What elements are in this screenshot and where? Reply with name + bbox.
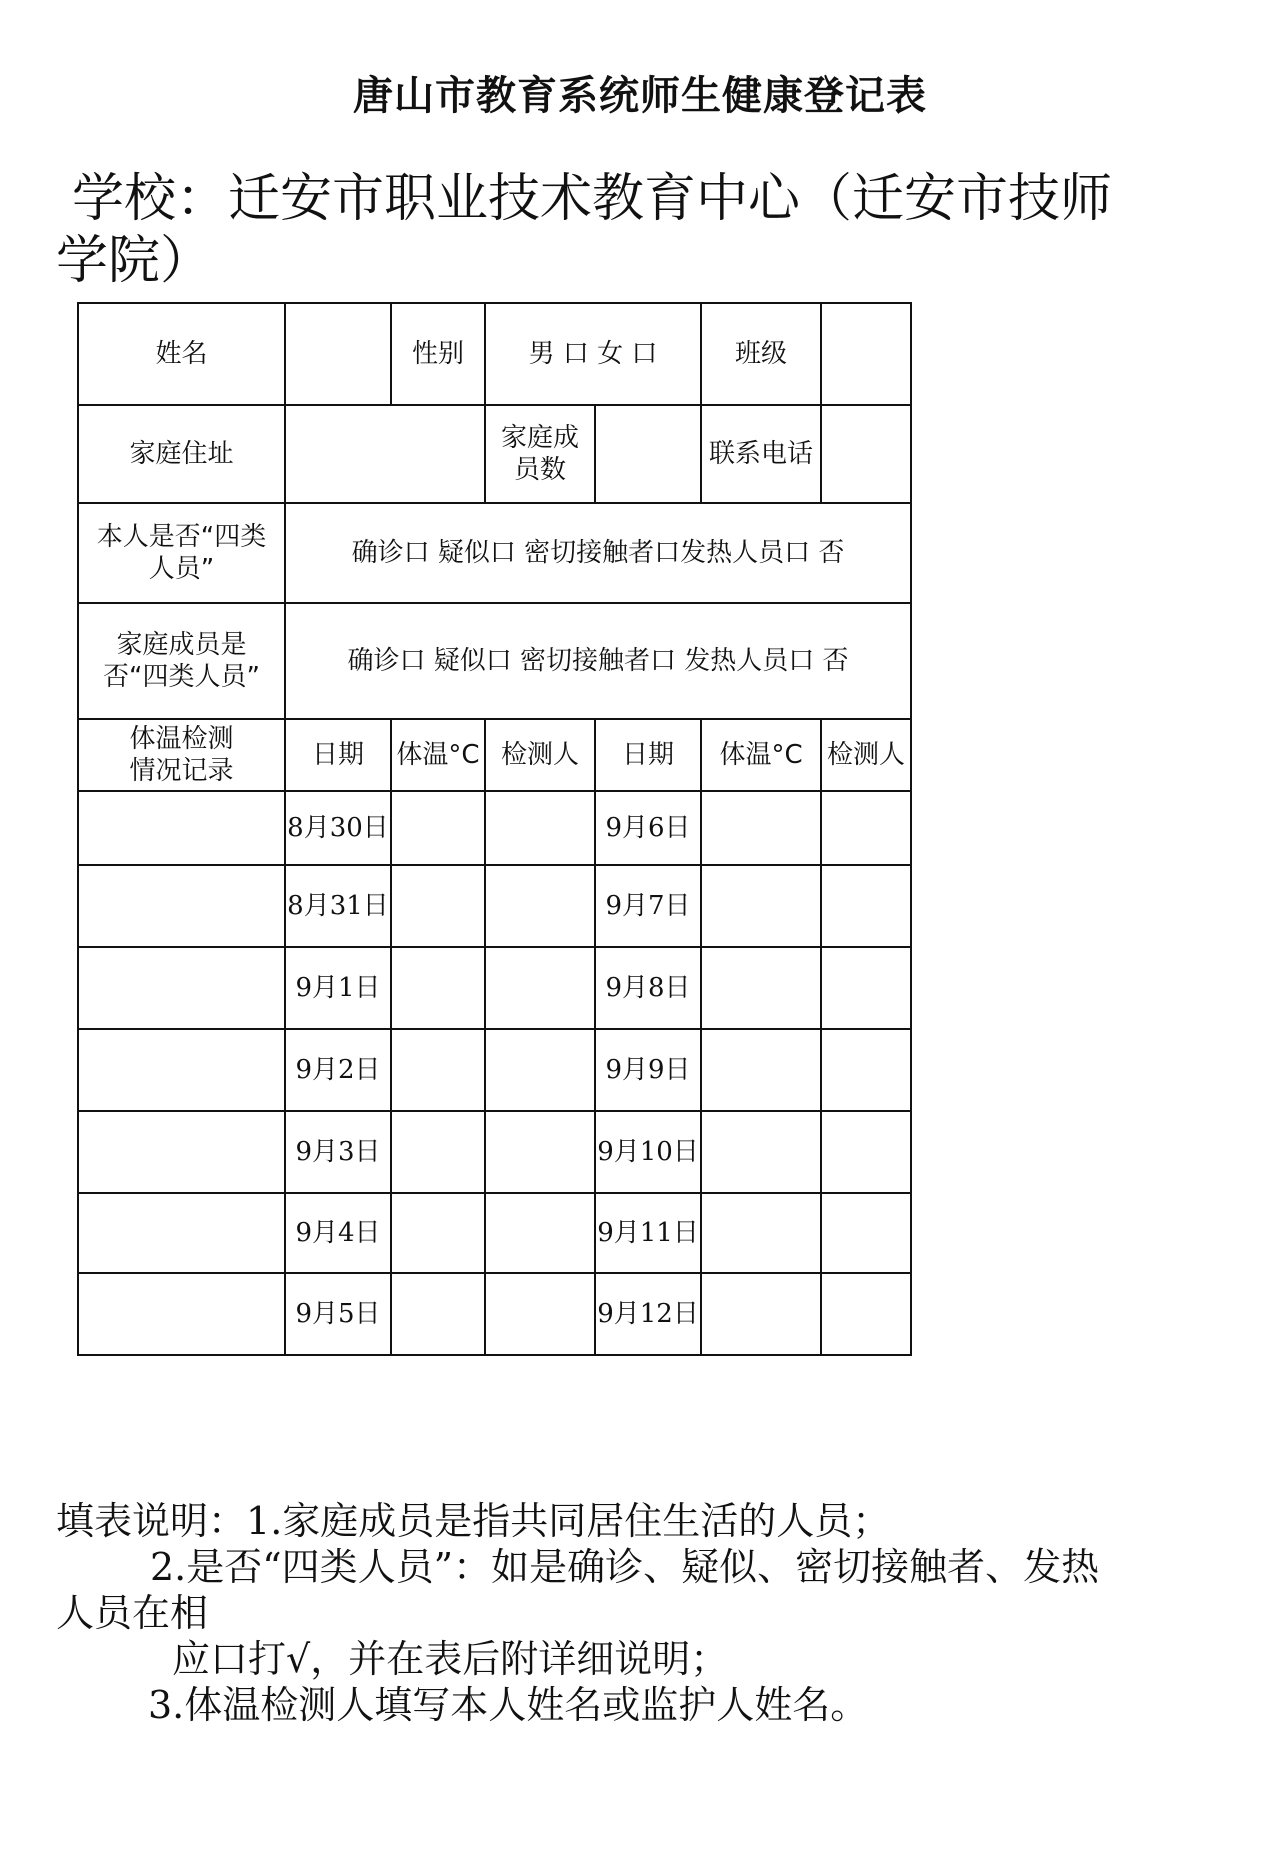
date-right: 9月7日 <box>595 865 701 947</box>
inspector-left[interactable] <box>485 791 595 865</box>
date-right: 9月12日 <box>595 1273 701 1355</box>
date-left: 8月30日 <box>285 791 391 865</box>
phone-field[interactable] <box>821 405 911 503</box>
inspector-left[interactable] <box>485 1111 595 1193</box>
inspector-left[interactable] <box>485 865 595 947</box>
row-blank[interactable] <box>78 865 285 947</box>
inspector-right[interactable] <box>821 1029 911 1111</box>
col-date-right: 日期 <box>595 719 701 791</box>
date-left: 9月1日 <box>285 947 391 1029</box>
date-left: 9月3日 <box>285 1111 391 1193</box>
instruction-line-1 <box>56 1498 1236 1544</box>
temp-right[interactable] <box>701 1029 821 1111</box>
row-blank[interactable] <box>78 1273 285 1355</box>
temp-right[interactable] <box>701 947 821 1029</box>
temp-right[interactable] <box>701 1273 821 1355</box>
date-left: 9月5日 <box>285 1273 391 1355</box>
fill-instructions <box>56 1498 1236 1728</box>
col-temp-left: 体温°C <box>391 719 485 791</box>
inspector-right[interactable] <box>821 791 911 865</box>
temp-left[interactable] <box>391 1193 485 1273</box>
table-row <box>78 791 911 865</box>
table-row <box>78 1193 911 1273</box>
date-right: 9月10日 <box>595 1111 701 1193</box>
health-registration-table <box>77 302 912 1356</box>
form-title: 唐山市教育系统师生健康登记表 <box>353 73 927 119</box>
col-inspector-right: 检测人 <box>821 719 911 791</box>
class-field[interactable] <box>821 303 911 405</box>
temp-header-row <box>78 719 911 791</box>
phone-label: 联系电话 <box>701 405 821 503</box>
temp-right[interactable] <box>701 865 821 947</box>
temp-left[interactable] <box>391 1111 485 1193</box>
personal-info-row <box>78 303 911 405</box>
address-label: 家庭住址 <box>78 405 285 503</box>
family-category-row <box>78 603 911 719</box>
temp-right[interactable] <box>701 791 821 865</box>
school-line-1: 学校：迁安市职业技术教育中心（迁安市技师 <box>72 169 1113 229</box>
table-row <box>78 865 911 947</box>
name-label: 姓名 <box>78 303 285 405</box>
family-category-label: 家庭成员是否“四类人员” <box>78 603 285 719</box>
date-right: 9月11日 <box>595 1193 701 1273</box>
temp-right[interactable] <box>701 1111 821 1193</box>
temp-left[interactable] <box>391 1273 485 1355</box>
inspector-left[interactable] <box>485 947 595 1029</box>
temp-left[interactable] <box>391 791 485 865</box>
row-blank[interactable] <box>78 947 285 1029</box>
temp-record-label: 体温检测情况记录 <box>78 719 285 791</box>
table-row <box>78 1273 911 1355</box>
school-name <box>56 168 1236 292</box>
self-category-row <box>78 503 911 603</box>
family-category-options[interactable]: 确诊口 疑似口 密切接触者口 发热人员口 否 <box>285 603 911 719</box>
temp-left[interactable] <box>391 1029 485 1111</box>
inspector-left[interactable] <box>485 1029 595 1111</box>
col-date-left: 日期 <box>285 719 391 791</box>
family-count-label: 家庭成员数 <box>485 405 595 503</box>
date-left: 8月31日 <box>285 865 391 947</box>
class-label: 班级 <box>701 303 821 405</box>
inspector-left[interactable] <box>485 1273 595 1355</box>
family-count-field[interactable] <box>595 405 701 503</box>
instruction-item-3: 3.体温检测人填写本人姓名或监护人姓名。 <box>148 1683 869 1727</box>
instruction-item-2-cont: 人员在相 <box>56 1591 209 1635</box>
address-field[interactable] <box>285 405 485 503</box>
inspector-left[interactable] <box>485 1193 595 1273</box>
temp-left[interactable] <box>391 865 485 947</box>
date-right: 9月9日 <box>595 1029 701 1111</box>
table-row <box>78 1111 911 1193</box>
inspector-right[interactable] <box>821 1111 911 1193</box>
gender-options[interactable]: 男 口 女 口 <box>485 303 701 405</box>
date-right: 9月8日 <box>595 947 701 1029</box>
instruction-item-2: 2.是否“四类人员”：如是确诊、疑似、密切接触者、发热 <box>150 1545 1100 1589</box>
date-left: 9月4日 <box>285 1193 391 1273</box>
row-blank[interactable] <box>78 791 285 865</box>
temp-left[interactable] <box>391 947 485 1029</box>
school-line-2: 学院） <box>56 231 213 291</box>
self-category-options[interactable]: 确诊口 疑似口 密切接触者口发热人员口 否 <box>285 503 911 603</box>
name-field[interactable] <box>285 303 391 405</box>
table-row <box>78 947 911 1029</box>
col-inspector-left: 检测人 <box>485 719 595 791</box>
address-row <box>78 405 911 503</box>
instruction-intro: 填表说明： <box>56 1499 247 1543</box>
inspector-right[interactable] <box>821 1273 911 1355</box>
self-category-label: 本人是否“四类人员” <box>78 503 285 603</box>
instruction-item-1: 1.家庭成员是指共同居住生活的人员； <box>246 1499 891 1543</box>
col-temp-right: 体温°C <box>701 719 821 791</box>
date-right: 9月6日 <box>595 791 701 865</box>
row-blank[interactable] <box>78 1029 285 1111</box>
gender-label: 性别 <box>391 303 485 405</box>
temp-right[interactable] <box>701 1193 821 1273</box>
date-left: 9月2日 <box>285 1029 391 1111</box>
instruction-item-2-end: 应口打√，并在表后附详细说明； <box>172 1637 729 1681</box>
inspector-right[interactable] <box>821 865 911 947</box>
table-row <box>78 1029 911 1111</box>
inspector-right[interactable] <box>821 947 911 1029</box>
row-blank[interactable] <box>78 1193 285 1273</box>
inspector-right[interactable] <box>821 1193 911 1273</box>
row-blank[interactable] <box>78 1111 285 1193</box>
